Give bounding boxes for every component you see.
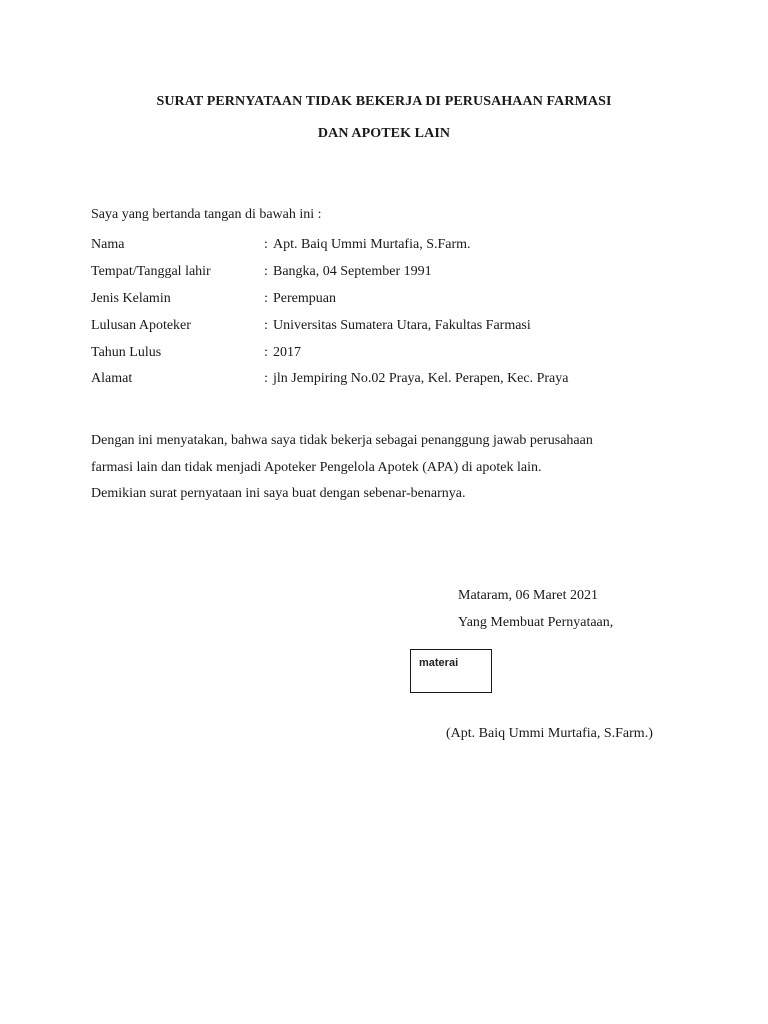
stamp-label: materai [419, 657, 459, 669]
field-colon: : [264, 371, 268, 387]
statement-line: farmasi lain dan tidak menjadi Apoteker Pengelola Apotek (APA) di apotek lain. [91, 459, 542, 475]
field-colon: : [264, 264, 268, 280]
statement-line: Dengan ini menyatakan, bahwa saya tidak bekerja sebagai penanggung jawab perusahaan [91, 433, 593, 448]
field-value: Apt. Baiq Ummi Murtafia, S.Farm. [273, 237, 471, 253]
signer-name: (Apt. Baiq Ummi Murtafia, S.Farm.) [446, 726, 653, 741]
field-colon: : [264, 290, 268, 306]
field-colon: : [264, 317, 268, 333]
field-label: Tahun Lulus [91, 344, 162, 360]
document-title-line-1: SURAT PERNYATAAN TIDAK BEKERJA DI PERUSAHAAN FARMASI [156, 94, 612, 109]
field-row-tahun-lulus [91, 339, 691, 366]
field-colon: : [264, 344, 268, 360]
field-label: Alamat [91, 371, 133, 387]
document-title-line-2: DAN APOTEK LAIN [317, 126, 451, 141]
field-row-alamat [91, 366, 691, 393]
field-value: Universitas Sumatera Utara, Fakultas Farmasi [273, 317, 531, 333]
statement-line: Demikian surat pernyataan ini saya buat dengan sebenar-benarnya. [91, 486, 466, 501]
intro-text: Saya yang bertanda tangan di bawah ini : [91, 207, 322, 222]
place-date: Mataram, 06 Maret 2021 [458, 588, 598, 603]
field-row-jenis-kelamin [91, 286, 691, 313]
field-value: jln Jempiring No.02 Praya, Kel. Perapen, Kec. Praya [273, 371, 569, 387]
identity-fields [91, 232, 691, 393]
field-row-nama [91, 232, 691, 259]
field-label: Tempat/Tanggal lahir [91, 264, 211, 280]
field-colon: : [264, 237, 268, 253]
field-row-tempat-tanggal-lahir [91, 259, 691, 286]
field-label: Jenis Kelamin [91, 290, 171, 306]
stamp-box [410, 649, 492, 693]
maker-label: Yang Membuat Pernyataan, [458, 615, 614, 630]
field-label: Lulusan Apoteker [91, 317, 191, 333]
field-value: Perempuan [273, 290, 336, 306]
field-value: Bangka, 04 September 1991 [273, 264, 432, 280]
field-row-lulusan-apoteker [91, 312, 691, 339]
statement-paragraph [91, 431, 691, 511]
field-label: Nama [91, 237, 125, 253]
field-value: 2017 [273, 344, 301, 360]
